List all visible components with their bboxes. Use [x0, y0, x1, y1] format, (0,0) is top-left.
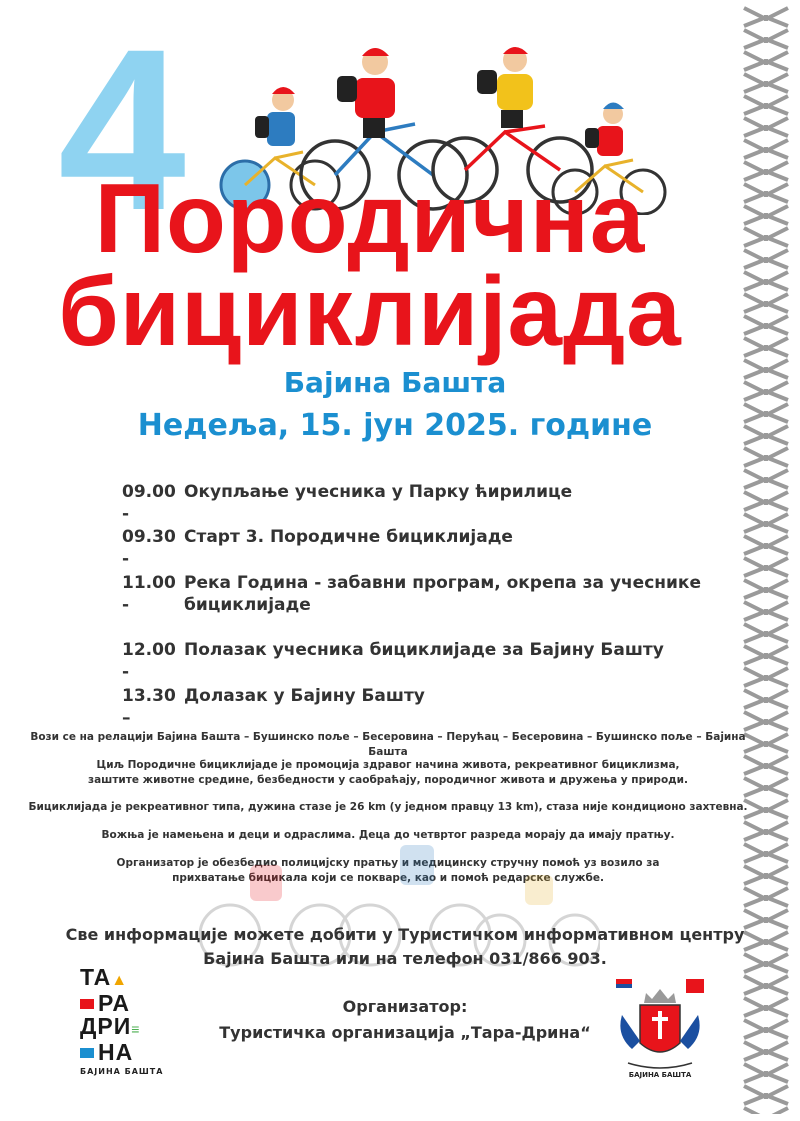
logo-row-4: НА [80, 1041, 190, 1064]
municipality-crest [610, 975, 710, 1085]
organizer-name: Туристичка организација „Тара-Дрина“ [219, 1023, 591, 1042]
schedule-time: 09.30 - [122, 527, 176, 569]
note-route: Вози се на релацији Бајина Башта – Бушинско поље – Бесеровина – Перућац – Бесеровина – Бушинско поље – Бајина Башта [30, 731, 746, 758]
note-track: Бициклијада је рекреативног типа, дужина стазе је 26 km (у једном правцу 13 km), стаза није кондиционо захтевна. [28, 801, 748, 813]
schedule-time: 09.00 - [122, 482, 176, 524]
schedule-time: 13.30 – [122, 686, 176, 728]
crest-caption: БАЈИНА БАШТА [628, 1071, 692, 1079]
schedule-item [122, 639, 704, 683]
event-location: Бајина Башта [283, 366, 507, 399]
schedule-text: Долазак у Бајину Башту [184, 686, 425, 706]
event-date: Недеља, 15. јун 2025. године [137, 408, 653, 443]
logo-row-2: РА [80, 992, 190, 1015]
schedule-item [122, 526, 704, 570]
note-goal: Циљ Породичне бициклијаде је промоција здравог начина живота, рекреативног бициклизма, заштите животне средине, безбедности у саобраћају, породичног живота и дружења у природи. [88, 759, 688, 786]
logo-subtitle: БАЈИНА БАШТА [80, 1067, 164, 1076]
schedule-time: 11.00 - [122, 573, 176, 615]
note-participants: Вожња је намењена и деци и одраслима. Деца до четвртог разреда морају да имају пратњу. [101, 829, 675, 841]
schedule-item [122, 685, 704, 729]
title-line-1: Породична [94, 163, 646, 273]
schedule-text: Старт 3. Породичне бициклијаде [184, 527, 513, 547]
schedule-text: Полазак учесника бициклијаде за Бајину Башту [184, 640, 664, 660]
schedule-text: Река Година - забавни програм, окрепа за учеснике бициклијаде [184, 573, 701, 615]
red-wave-icon [80, 999, 94, 1009]
edition-number: 4 [58, 1, 186, 258]
organizer-label: Организатор: [342, 997, 468, 1016]
tara-drina-logo [80, 966, 190, 1076]
schedule-item [122, 572, 704, 616]
schedule-text: Окупљање учесника у Парку ћирилице [184, 482, 573, 502]
schedule-item [122, 481, 704, 525]
blue-wave-icon [80, 1048, 94, 1058]
logo-row-3: ДРИ≡ [80, 1013, 141, 1039]
title-line-2: бициклијада [58, 256, 682, 366]
schedule-time: 12.00 - [122, 640, 176, 682]
contact-info: Све информације можете добити у Туристичком информативном центру Бајина Башта или на телефон 031/866 903. [65, 925, 745, 968]
note-organizer-support: Организатор је обезбедио полицијску пратњу и медицинску стручну помоћ уз возило за прихватање бицикала који се покваре, као и помоћ редарске службе. [116, 857, 660, 884]
logo-row-1: ТА▲ [80, 964, 129, 990]
